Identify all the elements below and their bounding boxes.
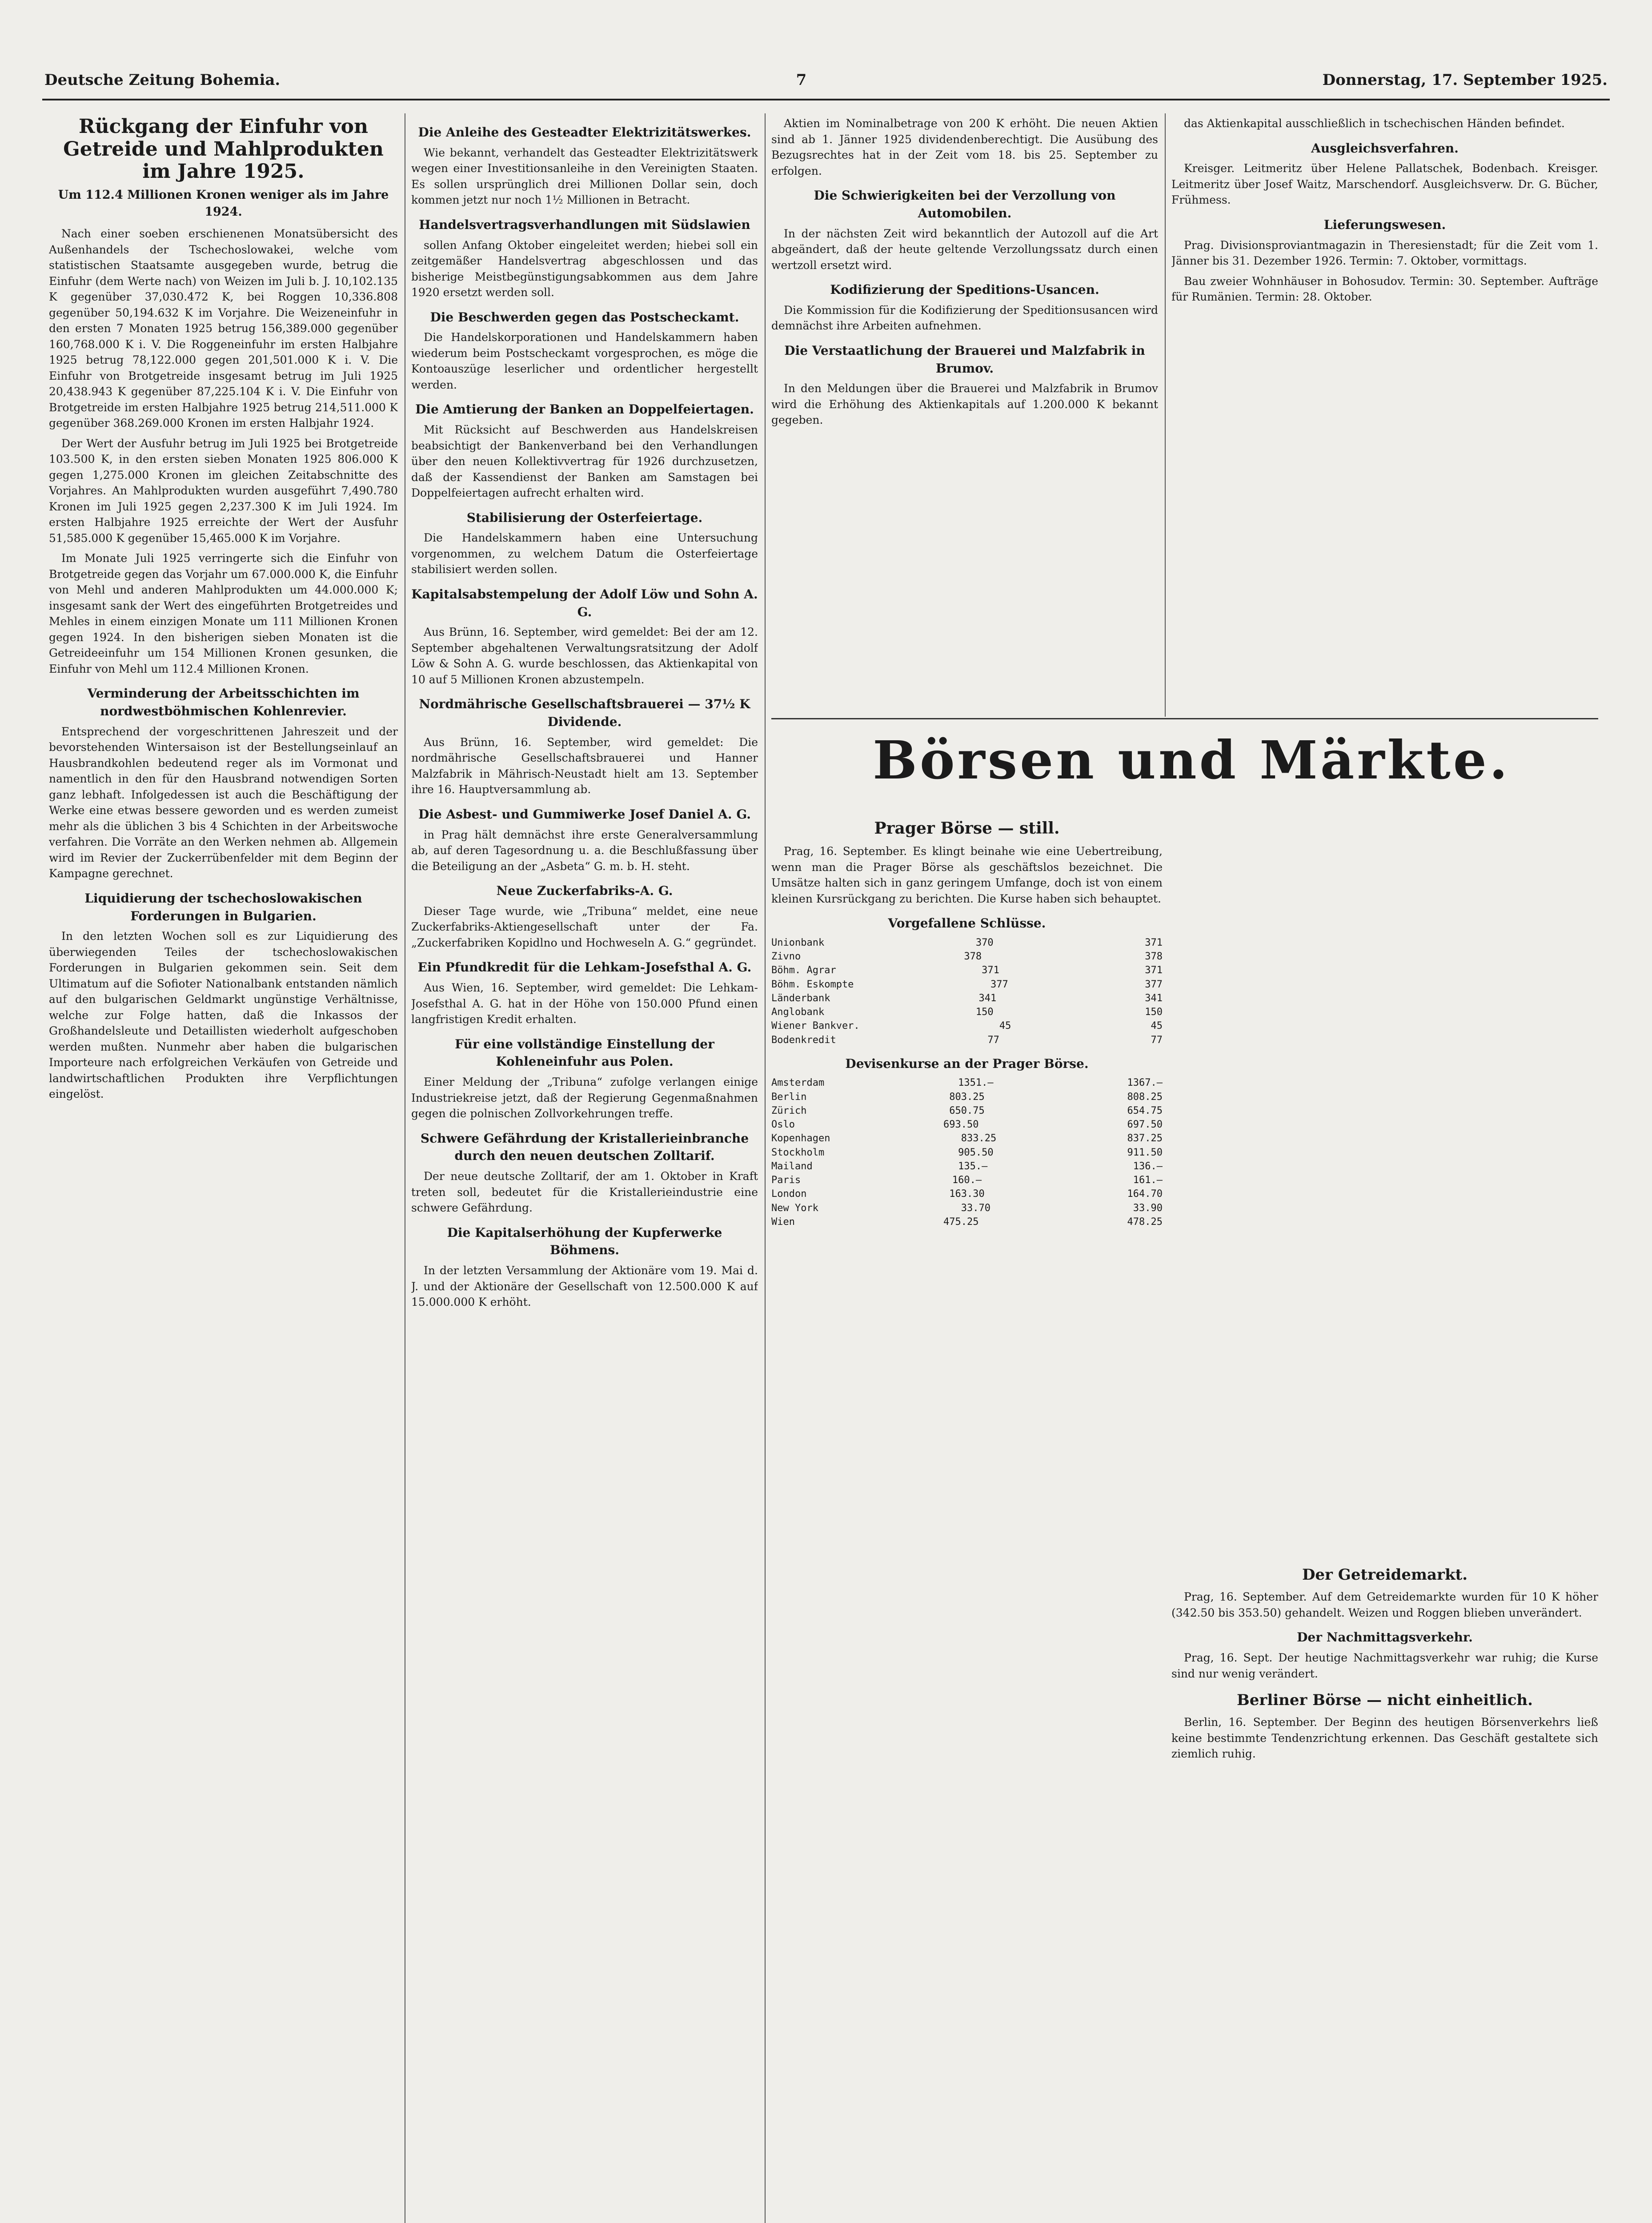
- table-cell: 475.25: [943, 1216, 979, 1228]
- column-2: [411, 116, 758, 2223]
- article-paragraph: In den letzten Wochen soll es zur Liquidierung des überwiegenden Teiles der tschechoslowakischen Forderungen in Bulgarien gekommen sein. Seit dem Ultimatum auf die Sofioter Nationalbank entstanden nämlich auf den bulgarischen Geldmarkt ungünstige Verhältnisse, welche zur Folge hatten, daß die Inkassos der Großhandelsleute und Detaillisten wiederholt aufgeschoben werden mußten. Nunmehr aber haben die bulgarischen Importeure nach erfolgreichen Verkäufen von Getreide und landwirtschaftlichen Produkten ihre Verpflichtungen eingelöst.: [49, 930, 398, 1101]
- section-rule: [771, 718, 1598, 719]
- table-cell: 77: [1151, 1034, 1163, 1046]
- section-heading: Ein Pfundkredit für die Lehkam-Josefsthal A. G.: [417, 960, 752, 975]
- section-heading: Schwere Gefährdung der Kristallerieinbranche durch den neuen deutschen Zolltarif.: [420, 1131, 749, 1164]
- section-heading: Kodifizierung der Speditions-Usancen.: [830, 282, 1099, 297]
- table-cell: 33.70: [961, 1202, 990, 1214]
- table-cell: 77: [987, 1034, 999, 1046]
- article-paragraph: Die Handelskammern haben eine Untersuchung vorgenommen, zu welchem Datum die Osterfeiertage stabilisiert werden sollen.: [411, 531, 758, 576]
- issue-date: Donnerstag, 17. September 1925.: [1322, 71, 1608, 89]
- table-cell: 803.25: [949, 1091, 985, 1103]
- table-cell: Länderbank: [771, 992, 830, 1004]
- table-cell: New York: [771, 1202, 818, 1214]
- section-heading: Der Getreidemarkt.: [1302, 1566, 1468, 1584]
- section-heading: Nordmährische Gesellschaftsbrauerei — 37½ K Dividende.: [419, 697, 750, 729]
- table-cell: 378: [964, 951, 982, 963]
- section-heading: Ausgleichsverfahren.: [1311, 140, 1459, 156]
- table-cell: 371: [1145, 965, 1163, 976]
- table-row: [771, 1146, 1163, 1160]
- table-row: [771, 1104, 1163, 1118]
- stocks-table: [771, 936, 1163, 1047]
- table-cell: Paris: [771, 1175, 801, 1186]
- section-heading: Verminderung der Arbeitsschichten im nordwestböhmischen Kohlenrevier.: [87, 686, 360, 719]
- table-cell: 905.50: [958, 1147, 994, 1158]
- section-heading: Für eine vollständige Einstellung der Kohleneinfuhr aus Polen.: [455, 1036, 714, 1069]
- table-cell: 697.50: [1127, 1119, 1163, 1131]
- column-divider: [765, 113, 766, 2223]
- table-cell: 45: [999, 1020, 1011, 1032]
- article-paragraph: Dieser Tage wurde, wie „Tribuna“ meldet, eine neue Zuckerfabriks-Aktiengesellschaft unter der Fa. „Zuckerfabriken Kopidlno und Hochweseln A. G.“ gegründet.: [411, 904, 758, 949]
- article-paragraph: Die Kommission für die Kodifizierung der Speditionsusancen wird demnächst ihre Arbeiten aufnehmen.: [771, 303, 1158, 333]
- article-paragraph: Aus Wien, 16. September, wird gemeldet: Die Lehkam-Josefsthal A. G. hat in der Höhe von 150.000 Pfund einen langfristigen Kredit erhalten.: [411, 981, 758, 1026]
- table-cell: 650.75: [949, 1105, 985, 1116]
- section-heading: Die Anleihe des Gesteadter Elektrizitätswerkes.: [418, 125, 751, 140]
- table-cell: 150: [1145, 1007, 1163, 1018]
- table-row: [771, 1005, 1163, 1019]
- boerse-column-right: [1171, 1556, 1598, 2223]
- article-paragraph: sollen Anfang Oktober eingeleitet werden; hiebei soll ein zeitgemäßer Handelsvertrag abgeschlossen und das bisherige Meistbegünstigungsabkommen aus dem Jahre 1920 ersetzt werden soll.: [411, 238, 758, 299]
- table-cell: Bodenkredit: [771, 1034, 836, 1046]
- table-cell: 1351.—: [958, 1077, 994, 1089]
- article-headline: Rückgang der Einfuhr von Getreide und Mahlprodukten im Jahre 1925.: [63, 116, 384, 183]
- article-paragraph: das Aktienkapital ausschließlich in tschechischen Händen befindet.: [1184, 117, 1565, 130]
- section-heading: Die Amtierung der Banken an Doppelfeiertagen.: [415, 402, 754, 417]
- section-heading: Lieferungswesen.: [1323, 217, 1446, 232]
- table-cell: 136.—: [1133, 1160, 1163, 1172]
- article-paragraph: Nach einer soeben erschienenen Monatsübersicht des Außenhandels der Tschechoslowakei, welche vom statistischen Staatsamte ausgegeben wurde, betrug die Einfuhr (dem Werte nach) von Weizen im Juli b. J. 10,102.135 K gegenüber 37,030.472 K, bei Roggen 10,336.808 gegenüber 50,194.632 K im Vorjahre. Die Weizeneinfuhr in den ersten 7 Monaten 1925 betrug 156,389.000 gegenüber 160,768.000 K i. V. Die Roggeneinfuhr im ersten Halbjahre 1925 betrug 78,122.000 gegen 201,501.000 K i. V. Die Einfuhr von Brotgetreide insgesamt betrug im Juli 1925 20,438.943 K gegenüber 87,225.104 K i. V. Die Einfuhr von Brotgetreide im ersten Halbjahre 1925 betrug 214,511.000 K gegenüber 368.269.000 Kronen im ersten Halbjahr 1924.: [49, 227, 398, 430]
- table-cell: 370: [975, 937, 994, 948]
- table-cell: Böhm. Eskompte: [771, 979, 854, 990]
- table-cell: 808.25: [1127, 1091, 1163, 1103]
- table-cell: 164.70: [1127, 1188, 1163, 1200]
- table-row: [771, 978, 1163, 991]
- table-cell: Wien: [771, 1216, 795, 1228]
- article-paragraph: Im Monate Juli 1925 verringerte sich die Einfuhr von Brotgetreide gegen das Vorjahr um 67.000.000 K, die Einfuhr von Mehl und anderen Mahlprodukten um 44.000.000 K; insgesamt sank der Wert des eingeführten Brotgetreides und Mehles in einem einzigen Monate um 111 Millionen Kronen gegen 1924. In den bisherigen sieben Monaten ist die Getreideeinfuhr um 154 Millionen Kronen gesunken, die Einfuhr von Mehl um 112.4 Millionen Kronen.: [49, 552, 398, 675]
- table-cell: 161.—: [1133, 1175, 1163, 1186]
- article-subheadline: Um 112.4 Millionen Kronen weniger als im Jahre 1924.: [58, 188, 389, 219]
- table-cell: 378: [1145, 951, 1163, 963]
- table-cell: London: [771, 1188, 807, 1200]
- article-paragraph: Prag, 16. September. Es klingt beinahe wie eine Uebertreibung, wenn man die Prager Börse als geschäftslos bezeichnet. Die Umsätze halten sich in ganz geringem Umfange, doch ist von einem kleinen Kursrückgang zu berichten. Die Kurse haben sich behauptet.: [771, 845, 1163, 905]
- table-cell: Böhm. Agrar: [771, 965, 836, 976]
- masthead: Deutsche Zeitung Bohemia.: [44, 71, 281, 89]
- table-cell: 478.25: [1127, 1216, 1163, 1228]
- table-cell: Mailand: [771, 1160, 813, 1172]
- article-paragraph: Bau zweier Wohnhäuser in Bohosudov. Termin: 30. September. Aufträge für Rumänien. Termin: 28. Oktober.: [1171, 274, 1598, 303]
- table-cell: Zivno: [771, 951, 801, 963]
- article-paragraph: Prag, 16. Sept. Der heutige Nachmittagsverkehr war ruhig; die Kurse sind nur wenig verändert.: [1171, 1651, 1598, 1680]
- table-cell: Amsterdam: [771, 1077, 825, 1089]
- table-row: [771, 1201, 1163, 1215]
- article-paragraph: Der Wert der Ausfuhr betrug im Juli 1925 bei Brotgetreide 103.500 K, in den ersten sieben Monaten 1925 806.000 K gegen 1,275.000 Kronen im gleichen Zeitabschnitte des Vorjahres. An Mahlprodukten wurden ausgeführt 7,490.780 Kronen im Juli 1925 gegen 2,237.300 K im Juli 1924. Im ersten Halbjahre 1925 erreichte der Wert der Ausfuhr 51,585.000 K gegenüber 15,465.000 K im Vorjahre.: [49, 437, 398, 545]
- section-heading: Der Nachmittagsverkehr.: [1297, 1630, 1473, 1645]
- table-row: [771, 1019, 1163, 1033]
- article-paragraph: In der letzten Versammlung der Aktionäre vom 19. Mai d. J. und der Aktionäre der Gesellschaft von 12.500.000 K auf 15.000.000 K erhöht.: [411, 1264, 758, 1308]
- column-divider: [1165, 113, 1166, 717]
- table-cell: 693.50: [943, 1119, 979, 1131]
- column-1: [49, 116, 398, 2223]
- table-cell: Anglobank: [771, 1007, 825, 1018]
- article-paragraph: Berlin, 16. September. Der Beginn des heutigen Börsenverkehrs ließ keine bestimmte Tendenzrichtung erkennen. Das Geschäft gestaltete sich ziemlich ruhig.: [1171, 1716, 1598, 1761]
- table-row: [771, 1076, 1163, 1090]
- table-cell: 377: [990, 979, 1008, 990]
- table-cell: 163.30: [949, 1188, 985, 1200]
- table-cell: 45: [1151, 1020, 1163, 1032]
- section-heading: Vorgefallene Schlüsse.: [888, 916, 1046, 931]
- table-cell: Kopenhagen: [771, 1133, 830, 1144]
- page-number: 7: [796, 71, 807, 89]
- currency-table: [771, 1076, 1163, 1229]
- table-row: [771, 1160, 1163, 1173]
- article-paragraph: Prag, 16. September. Auf dem Getreidemarkte wurden für 10 K höher (342.50 bis 353.50) gehandelt. Weizen und Roggen blieben unverändert.: [1171, 1590, 1598, 1619]
- table-cell: Stockholm: [771, 1147, 825, 1158]
- article-paragraph: Mit Rücksicht auf Beschwerden aus Handelskreisen beabsichtigt der Bankenverband bei den Verhandlungen über den neuen Kollektivvertrag für 1926 durchzusetzen, daß der Kassendienst der Banken am Samstagen bei Doppelfeiertagen aufrecht erhalten wird.: [411, 423, 758, 499]
- article-paragraph: In der nächsten Zeit wird bekanntlich der Autozoll auf die Art abgeändert, daß der heute geltende Verzollungssatz durch einen wertzoll ersetzt wird.: [771, 227, 1158, 272]
- table-row: [771, 950, 1163, 963]
- table-row: [771, 1090, 1163, 1104]
- table-cell: 150: [975, 1007, 994, 1018]
- table-row: [771, 1118, 1163, 1132]
- article-paragraph: Aus Brünn, 16. September, wird gemeldet: Bei der am 12. September abgehaltenen Verwaltungsratsitzung der Adolf Löw & Sohn A. G. wurde beschlossen, das Aktienkapital von 10 auf 5 Millionen Kronen abzustempeln.: [411, 626, 758, 686]
- page-header: [44, 67, 1608, 93]
- section-heading: Die Schwierigkeiten bei der Verzollung von Automobilen.: [814, 188, 1116, 221]
- table-cell: Berlin: [771, 1091, 807, 1103]
- table-cell: 371: [1145, 937, 1163, 948]
- article-paragraph: Aktien im Nominalbetrage von 200 K erhöht. Die neuen Aktien sind ab 1. Jänner 1925 dividendenberechtigt. Die Ausübung des Bezugsrechtes hat in der Zeit vom 18. bis 25. September zu erfolgen.: [771, 117, 1158, 177]
- section-heading: Die Verstaatlichung der Brauerei und Malzfabrik in Brumov.: [784, 343, 1145, 376]
- article-paragraph: Die Handelskorporationen und Handelskammern haben wiederum beim Postscheckamt vorgesprochen, es möge die Kontoauszüge leserlicher und ordentlicher hergestellt werden.: [411, 331, 758, 391]
- article-paragraph: Wie bekannt, verhandelt das Gesteadter Elektrizitätswerk wegen einer Investitionsanleihe in den Vereinigten Staaten. Es sollen ursprünglich drei Millionen Dollar sein, doch kommen jetzt nur noch 1½ Millionen in Betracht.: [411, 146, 758, 207]
- table-cell: 654.75: [1127, 1105, 1163, 1116]
- table-cell: 911.50: [1127, 1147, 1163, 1158]
- boerse-column-left: [771, 809, 1163, 2223]
- table-cell: 1367.—: [1127, 1077, 1163, 1089]
- article-paragraph: In den Meldungen über die Brauerei und Malzfabrik in Brumov wird die Erhöhung des Aktienkapitals auf 1.200.000 K bekannt gegeben.: [771, 382, 1158, 427]
- table-cell: Oslo: [771, 1119, 795, 1131]
- article-paragraph: Entsprechend der vorgeschrittenen Jahreszeit und der bevorstehenden Wintersaison ist der Bestellungseinlauf an Hausbrandkohlen bedeutend reger als im Vormonat und namentlich in den für den Hausbrand notwendigen Sorten ganz lebhaft. Infolgedessen ist auch die Beschäftigung der Werke eine etwas bessere geworden und es werden zumeist mehr als die üblichen 3 bis 4 Schichten in der Arbeitswoche verfahren. Die Vorräte an den Werken nehmen ab. Allgemein wird im Revier der Zuckerrübenfelder mit dem Beginn der Kampagne gerechnet.: [49, 725, 398, 880]
- table-cell: Wiener Bankver.: [771, 1020, 860, 1032]
- article-paragraph: Einer Meldung der „Tribuna“ zufolge verlangen einige Industriekreise jetzt, daß der Regierung Gegenmaßnahmen gegen die polnischen Zollvorkehrungen treffe.: [411, 1075, 758, 1120]
- table-cell: Zürich: [771, 1105, 807, 1116]
- table-cell: 833.25: [961, 1133, 997, 1144]
- article-paragraph: Der neue deutsche Zolltarif, der am 1. Oktober in Kraft treten soll, bedeutet für die Kristallerieindustrie eine schwere Gefährdung.: [411, 1170, 758, 1214]
- section-heading: Die Asbest- und Gummiwerke Josef Daniel A. G.: [418, 807, 751, 822]
- column-4: [1171, 116, 1598, 717]
- section-heading: Stabilisierung der Osterfeiertage.: [466, 510, 703, 525]
- article-paragraph: in Prag hält demnächst ihre erste Generalversammlung ab, auf deren Tagesordnung u. a. die Beschlußfassung über die Beteiligung an der „Asbeta“ G. m. b. H. steht.: [411, 828, 758, 873]
- table-row: [771, 1215, 1163, 1229]
- article-paragraph: Aus Brünn, 16. September, wird gemeldet: Die nordmährische Gesellschaftsbrauerei und Hanner Malzfabrik in Mährisch-Neustadt hielt am 13. September ihre 16. Hauptversammlung ab.: [411, 735, 758, 796]
- table-cell: 371: [982, 965, 999, 976]
- table-cell: 837.25: [1127, 1133, 1163, 1144]
- section-heading: Neue Zuckerfabriks-A. G.: [496, 883, 673, 898]
- column-3: [771, 116, 1158, 717]
- boerse-headline: Börsen und Märkte.: [873, 729, 1510, 791]
- article-paragraph: Prag. Divisionsproviantmagazin in Theresienstadt; für die Zeit vom 1. Jänner bis 31. Dezember 1926. Termin: 7. Oktober, vormittags.: [1171, 238, 1598, 267]
- table-row: [771, 936, 1163, 950]
- table-cell: 377: [1145, 979, 1163, 990]
- section-heading: Die Kapitalserhöhung der Kupferwerke Böhmens.: [447, 1225, 722, 1258]
- table-row: [771, 1132, 1163, 1145]
- section-heading: Kapitalsabstempelung der Adolf Löw und Sohn A. G.: [411, 586, 758, 619]
- article-paragraph: Kreisger. Leitmeritz über Helene Pallatschek, Bodenbach. Kreisger. Leitmeritz über Josef Waitz, Marschendorf. Ausgleichsverw. Dr. G. Bücher, Frühmess.: [1171, 162, 1598, 207]
- table-row: [771, 963, 1163, 977]
- table-row: [771, 991, 1163, 1005]
- table-cell: 33.90: [1133, 1202, 1163, 1214]
- table-row: [771, 1187, 1163, 1201]
- table-row: [771, 1033, 1163, 1047]
- section-heading: Handelsvertragsverhandlungen mit Südslawien: [419, 217, 750, 232]
- table-cell: 341: [1145, 992, 1163, 1004]
- section-heading: Berliner Börse — nicht einheitlich.: [1237, 1691, 1533, 1709]
- section-heading: Prager Börse — still.: [874, 819, 1060, 838]
- table-cell: 160.—: [952, 1175, 982, 1186]
- section-heading: Liquidierung der tschechoslowakischen Forderungen in Bulgarien.: [84, 891, 362, 923]
- table-row: [771, 1173, 1163, 1187]
- table-cell: 135.—: [958, 1160, 988, 1172]
- section-heading: Die Beschwerden gegen das Postscheckamt.: [430, 309, 739, 325]
- table-cell: 341: [978, 992, 997, 1004]
- header-rule: [42, 99, 1610, 100]
- section-heading: Devisenkurse an der Prager Börse.: [845, 1056, 1089, 1071]
- table-cell: Unionbank: [771, 937, 825, 948]
